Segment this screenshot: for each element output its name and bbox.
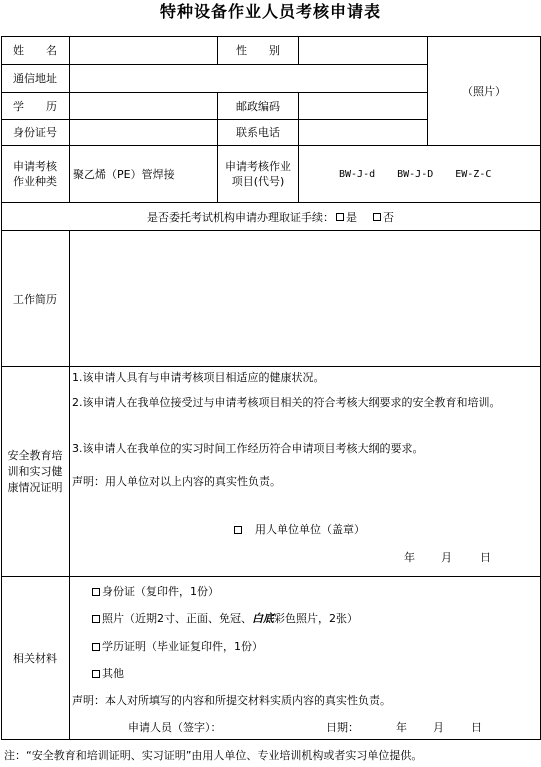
safety-date-day: 日: [480, 551, 491, 564]
safety-item-1: 1.该申请人具有与申请考核项目相适应的健康状况。: [72, 371, 325, 384]
photo-box[interactable]: （照片）: [462, 85, 506, 98]
work-history-field[interactable]: [70, 231, 540, 366]
id-number-label: 身份证号: [13, 126, 57, 139]
safety-label-line1: 安全教育培: [7, 448, 63, 462]
phone-field[interactable]: [299, 120, 427, 145]
applicant-date-month: 月: [433, 721, 444, 734]
safety-statement: 声明：用人单位对以上内容的真实性负责。: [72, 475, 281, 488]
entrust-no-label: 否: [383, 210, 394, 224]
safety-date-year: 年: [404, 551, 415, 564]
safety-date-month: 月: [441, 551, 452, 564]
entrust-yes-label: 是: [346, 210, 357, 224]
unit-seal-label: 用人单位单位（盖章）: [255, 523, 365, 536]
entrust-no-checkbox[interactable]: [373, 213, 381, 221]
category-label: [1, 146, 69, 202]
name-field[interactable]: [70, 37, 217, 64]
safety-label-line3: 康情况证明: [7, 480, 63, 494]
safety-item-3: 3.该申请人在我单位的实习时间工作经历符合申请项目考核大纲的要求。: [72, 442, 424, 455]
entrust-question: 是否委托考试机构申请办理取证手续：: [147, 210, 334, 224]
applicant-date-label: 日期：: [326, 721, 359, 734]
category-label-line2: 作业种类: [13, 175, 57, 188]
id-card-checkbox[interactable]: [92, 588, 100, 596]
item-label-line1: 申请考核作业: [225, 160, 291, 173]
materials-item-2-label-c: 彩色照片，2张）: [274, 612, 358, 625]
address-field[interactable]: [70, 65, 427, 92]
grid-line: [1, 739, 540, 740]
id-number-field[interactable]: [70, 120, 217, 145]
materials-item-1[interactable]: [92, 583, 219, 599]
education-label: 学 历: [13, 99, 57, 113]
grid-line: [1, 366, 540, 367]
materials-statement: 声明：本人对所填写的内容和所提交材料实质内容的真实性负责。: [72, 694, 391, 707]
materials-item-1-label: 身份证（复印件，1份）: [102, 585, 219, 598]
materials-item-4-label: 其他: [102, 667, 124, 680]
safety-item-2: 2.该申请人在我单位接受过与申请考核项目相关的符合考核大纲要求的安全教育和培训。: [72, 396, 501, 409]
materials-item-4[interactable]: [92, 665, 124, 681]
grid-line: [1, 576, 540, 577]
other-checkbox[interactable]: [92, 670, 100, 678]
item-codes[interactable]: [299, 146, 540, 202]
applicant-date-year: 年: [396, 721, 407, 734]
category-value[interactable]: 聚乙烯（PE）管焊接: [73, 168, 175, 181]
footnote: 注：“安全教育和培训证明、实习证明”由用人单位、专业培训机构或者实习单位提供。: [4, 749, 423, 762]
materials-item-2-label-a: 照片（近期2寸、正面、免冠、: [102, 612, 252, 625]
materials-label: 相关材料: [13, 652, 57, 665]
safety-label: [1, 367, 69, 576]
entrust-row: [1, 203, 540, 230]
postcode-label: 邮政编码: [236, 99, 280, 113]
education-field[interactable]: [70, 93, 217, 119]
item-code: BW-J-D: [397, 168, 434, 180]
entrust-yes-checkbox[interactable]: [336, 213, 344, 221]
form-title: 特种设备作业人员考核申请表: [159, 2, 381, 21]
unit-seal[interactable]: [234, 521, 365, 537]
materials-item-2-label-b: 白底: [252, 612, 274, 625]
safety-label-line2: 训和实习健: [7, 464, 63, 478]
address-label: 通信地址: [13, 72, 57, 85]
materials-item-2[interactable]: [92, 610, 358, 626]
applicant-date-day: 日: [471, 721, 482, 734]
gender-label: 性 别: [236, 44, 280, 57]
item-label: [218, 146, 298, 202]
name-label: 姓 名: [13, 44, 57, 57]
photo-checkbox[interactable]: [92, 615, 100, 623]
item-code: EW-Z-C: [455, 168, 492, 180]
materials-item-3-label: 学历证明（毕业证复印件，1份）: [102, 640, 263, 653]
item-code: BW-J-d: [339, 168, 376, 180]
materials-item-3[interactable]: [92, 638, 263, 654]
phone-label: 联系电话: [236, 126, 280, 139]
work-history-label: 工作简历: [13, 292, 57, 306]
unit-seal-checkbox[interactable]: [234, 526, 242, 534]
category-label-line1: 申请考核: [13, 160, 57, 173]
item-label-line2: 项目(代号): [231, 175, 285, 188]
applicant-signature-label: 申请人员（签字）：: [128, 721, 222, 734]
postcode-field[interactable]: [299, 93, 427, 119]
diploma-checkbox[interactable]: [92, 643, 100, 651]
gender-field[interactable]: [299, 37, 427, 64]
